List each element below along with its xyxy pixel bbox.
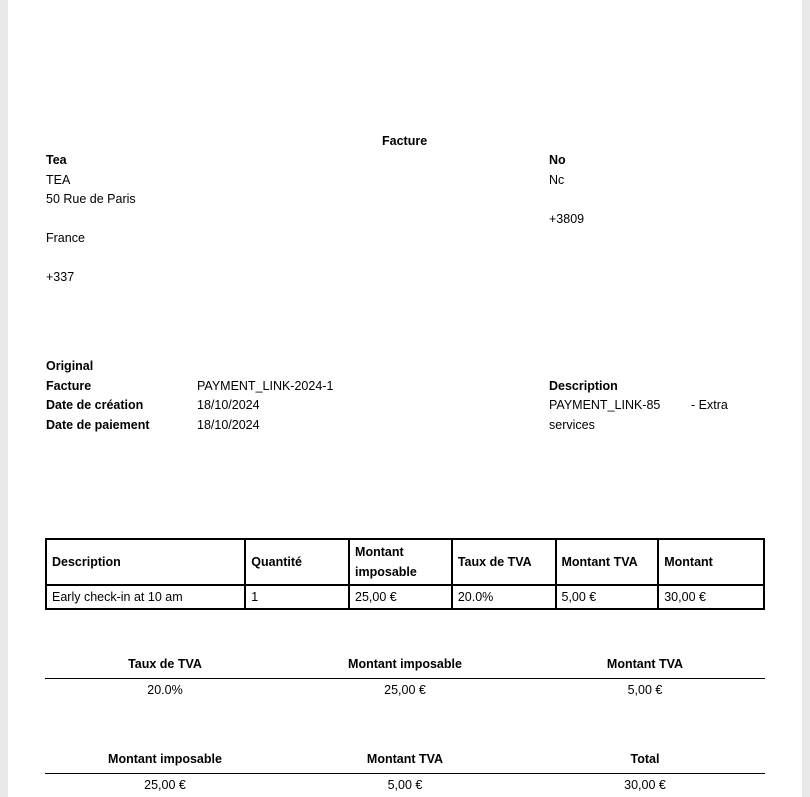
vat-summary-vat: 5,00 € bbox=[627, 683, 663, 697]
description-value-line2: services bbox=[549, 418, 595, 432]
seller-country: France bbox=[46, 231, 85, 245]
cell-quantity: 1 bbox=[245, 585, 349, 609]
seller-address: 50 Rue de Paris bbox=[46, 192, 136, 206]
vat-summary-header-vat: Montant TVA bbox=[525, 650, 765, 679]
cell-taxable-amount: 25,00 € bbox=[349, 585, 452, 609]
col-header-vat-amount: Montant TVA bbox=[556, 539, 659, 585]
vat-summary-taxable: 25,00 € bbox=[384, 683, 426, 697]
totals-header-taxable: Montant imposable bbox=[45, 745, 285, 774]
col-header-taxable-amount: Montant imposable bbox=[349, 539, 452, 585]
invoice-number: PAYMENT_LINK-2024-1 bbox=[197, 379, 334, 393]
document-title: Facture bbox=[382, 134, 428, 148]
created-date: 18/10/2024 bbox=[197, 398, 260, 412]
totals-summary-table bbox=[45, 745, 765, 796]
buyer-phone: +3809 bbox=[549, 212, 585, 226]
cell-description: Early check-in at 10 am bbox=[46, 585, 245, 609]
vat-summary-header-rate: Taux de TVA bbox=[45, 650, 285, 679]
seller-phone: +337 bbox=[46, 270, 75, 284]
col-header-description: Description bbox=[46, 539, 245, 585]
table-row bbox=[46, 585, 764, 609]
cell-vat-rate: 20.0% bbox=[452, 585, 556, 609]
items-table bbox=[45, 538, 765, 610]
vat-summary-header-taxable: Montant imposable bbox=[285, 650, 525, 679]
description-value-part2: - Extra bbox=[691, 398, 728, 412]
table-row bbox=[45, 679, 765, 702]
original-label: Original bbox=[46, 359, 94, 373]
buyer-line1: Nc bbox=[549, 173, 565, 187]
invoice-label: Facture bbox=[46, 379, 92, 393]
totals-vat: 5,00 € bbox=[387, 778, 423, 792]
invoice-page bbox=[8, 0, 802, 797]
created-label: Date de création bbox=[46, 398, 144, 412]
paid-label: Date de paiement bbox=[46, 418, 150, 432]
col-header-amount: Montant bbox=[658, 539, 764, 585]
seller-name: Tea bbox=[46, 153, 67, 167]
vat-summary-table bbox=[45, 650, 765, 701]
vat-summary-rate: 20.0% bbox=[147, 683, 183, 697]
cell-amount: 30,00 € bbox=[658, 585, 764, 609]
description-value-part1: PAYMENT_LINK-85 bbox=[549, 398, 661, 412]
totals-header-vat: Montant TVA bbox=[285, 745, 525, 774]
description-label: Description bbox=[549, 379, 618, 393]
items-header-row bbox=[46, 539, 764, 585]
buyer-name: No bbox=[549, 153, 566, 167]
seller-line1: TEA bbox=[46, 173, 71, 187]
totals-header-total: Total bbox=[525, 745, 765, 774]
totals-summary-header-row bbox=[45, 745, 765, 774]
table-row bbox=[45, 774, 765, 797]
totals-taxable: 25,00 € bbox=[144, 778, 186, 792]
col-header-vat-rate: Taux de TVA bbox=[452, 539, 556, 585]
cell-vat-amount: 5,00 € bbox=[556, 585, 659, 609]
col-header-quantity: Quantité bbox=[245, 539, 349, 585]
totals-total: 30,00 € bbox=[624, 778, 666, 792]
vat-summary-header-row bbox=[45, 650, 765, 679]
paid-date: 18/10/2024 bbox=[197, 418, 260, 432]
